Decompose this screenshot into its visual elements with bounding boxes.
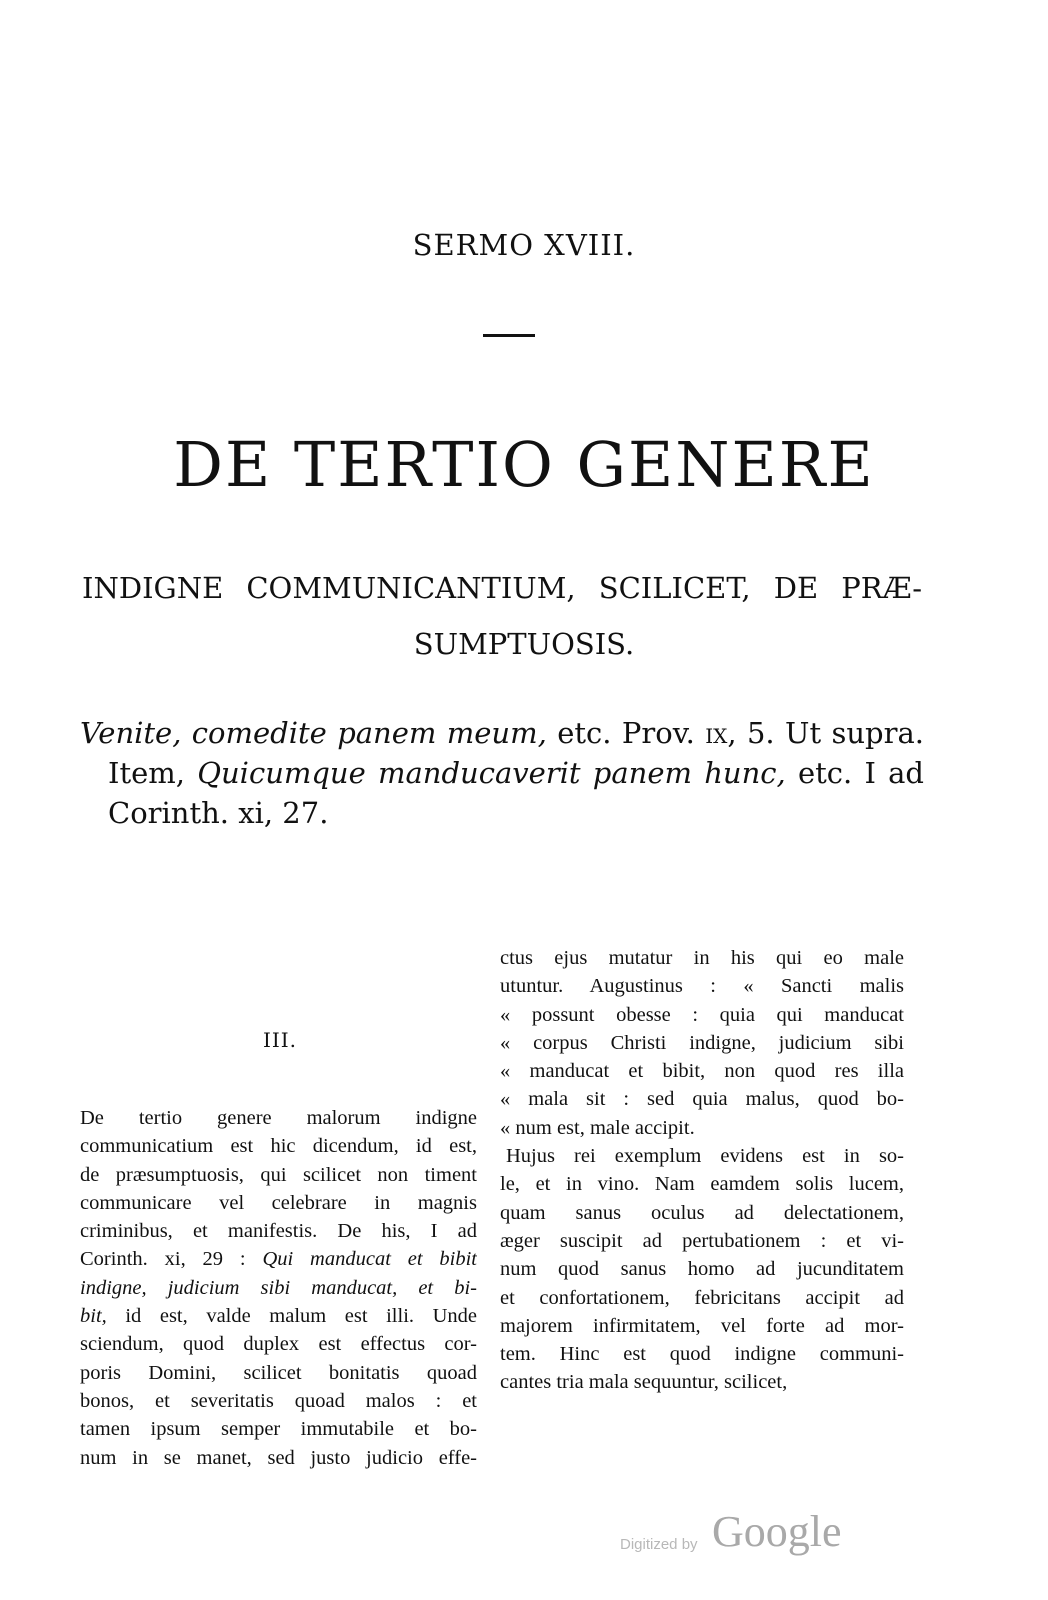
text-line [80, 1245, 477, 1273]
watermark-small-text: Digitized by [620, 1536, 698, 1553]
epigraph-ref-1b: ix [705, 716, 728, 750]
italic-quote: bit, [80, 1305, 107, 1328]
text-line: De tertio genere malorum indigne [80, 1107, 477, 1129]
text-line: majorem infirmitatem, vel forte ad mor- [500, 1314, 904, 1337]
text-line: « possunt obesse : quia qui manducat [500, 1003, 904, 1026]
sermon-number: SERMO XVIII. [412, 228, 636, 262]
epigraph-ref-1c: , 5. Ut supra. [727, 716, 924, 750]
text-line: poris Domini, scilicet bonitatis quoad [80, 1361, 477, 1384]
text-line: « manducat et bibit, non quod res illa [500, 1060, 904, 1083]
text-line: tamen ipsum semper immutabile et bo- [80, 1418, 477, 1441]
subtitle-line-1: INDIGNE COMMUNICANTIUM, SCILICET, DE PRÆ- [82, 571, 922, 605]
text-line: tem. Hinc est quod indigne communi- [500, 1343, 904, 1366]
epigraph-line-3: Corinth. xi, 27. [108, 796, 329, 830]
text-fragment: Corinth. xi, 29 : [80, 1248, 263, 1271]
subtitle-line-2: SUMPTUOSIS. [413, 627, 635, 661]
text-line: le, et in vino. Nam eamdem solis lucem, [500, 1173, 904, 1196]
section-number: III. [262, 1028, 298, 1052]
epigraph-ref-2: etc. I ad [785, 756, 924, 790]
epigraph-line-1 [80, 713, 924, 753]
left-column [80, 1104, 477, 1472]
digitized-watermark [620, 1506, 880, 1566]
text-line: bonos, et severitatis quoad malos : et [80, 1389, 477, 1412]
page-title: DE TERTIO GENERE [173, 428, 875, 501]
text-line: communicare vel celebrare in magnis [80, 1191, 477, 1214]
text-line: ctus ejus mutatur in his qui eo male [500, 947, 904, 969]
text-line: æger suscipit ad pertubationem : et vi- [500, 1229, 904, 1252]
text-line: communicatium est hic dicendum, id est, [80, 1135, 477, 1158]
title-divider [483, 334, 535, 337]
text-line: « num est, male accipit. [500, 1116, 695, 1139]
epigraph-quote-1: Venite, comedite panem meum, [80, 716, 547, 750]
text-line: num quod sanus homo ad jucunditatem [500, 1258, 904, 1281]
text-line: cantes tria mala sequuntur, scilicet, [500, 1371, 788, 1394]
text-line: num in se manet, sed justo judicio effe- [80, 1446, 477, 1469]
text-line: « corpus Christi indigne, judicium sibi [500, 1031, 904, 1054]
text-line [80, 1274, 477, 1302]
epigraph-item: Item, [108, 756, 198, 790]
text-line: de præsumptuosis, qui scilicet non timent [80, 1163, 477, 1186]
epigraph-line-2 [108, 753, 924, 793]
text-line: quam sanus oculus ad delectationem, [500, 1201, 904, 1224]
epigraph-quote-2: Quicumque manducaverit panem hunc, [197, 756, 786, 790]
text-line: utuntur. Augustinus : « Sancti malis [500, 975, 904, 998]
text-line [80, 1302, 477, 1330]
text-line: « mala sit : sed quia malus, quod bo- [500, 1088, 904, 1111]
right-column [500, 944, 904, 1397]
text-line: sciendum, quod duplex est effectus cor- [80, 1333, 477, 1356]
google-logo: Google [712, 1507, 842, 1556]
text-line: Hujus rei exemplum evidens est in so- [506, 1145, 904, 1168]
italic-quote: indigne, judicium sibi manducat, et bi- [80, 1276, 477, 1299]
text-line: criminibus, et manifestis. De his, I ad [80, 1220, 477, 1243]
text-fragment: id est, valde malum est illi. Unde [106, 1305, 477, 1328]
text-line: et confortationem, febricitans accipit ad [500, 1286, 904, 1309]
italic-quote: Qui manducat et bibit [262, 1248, 477, 1271]
epigraph-ref-1a: etc. Prov. [546, 716, 706, 750]
